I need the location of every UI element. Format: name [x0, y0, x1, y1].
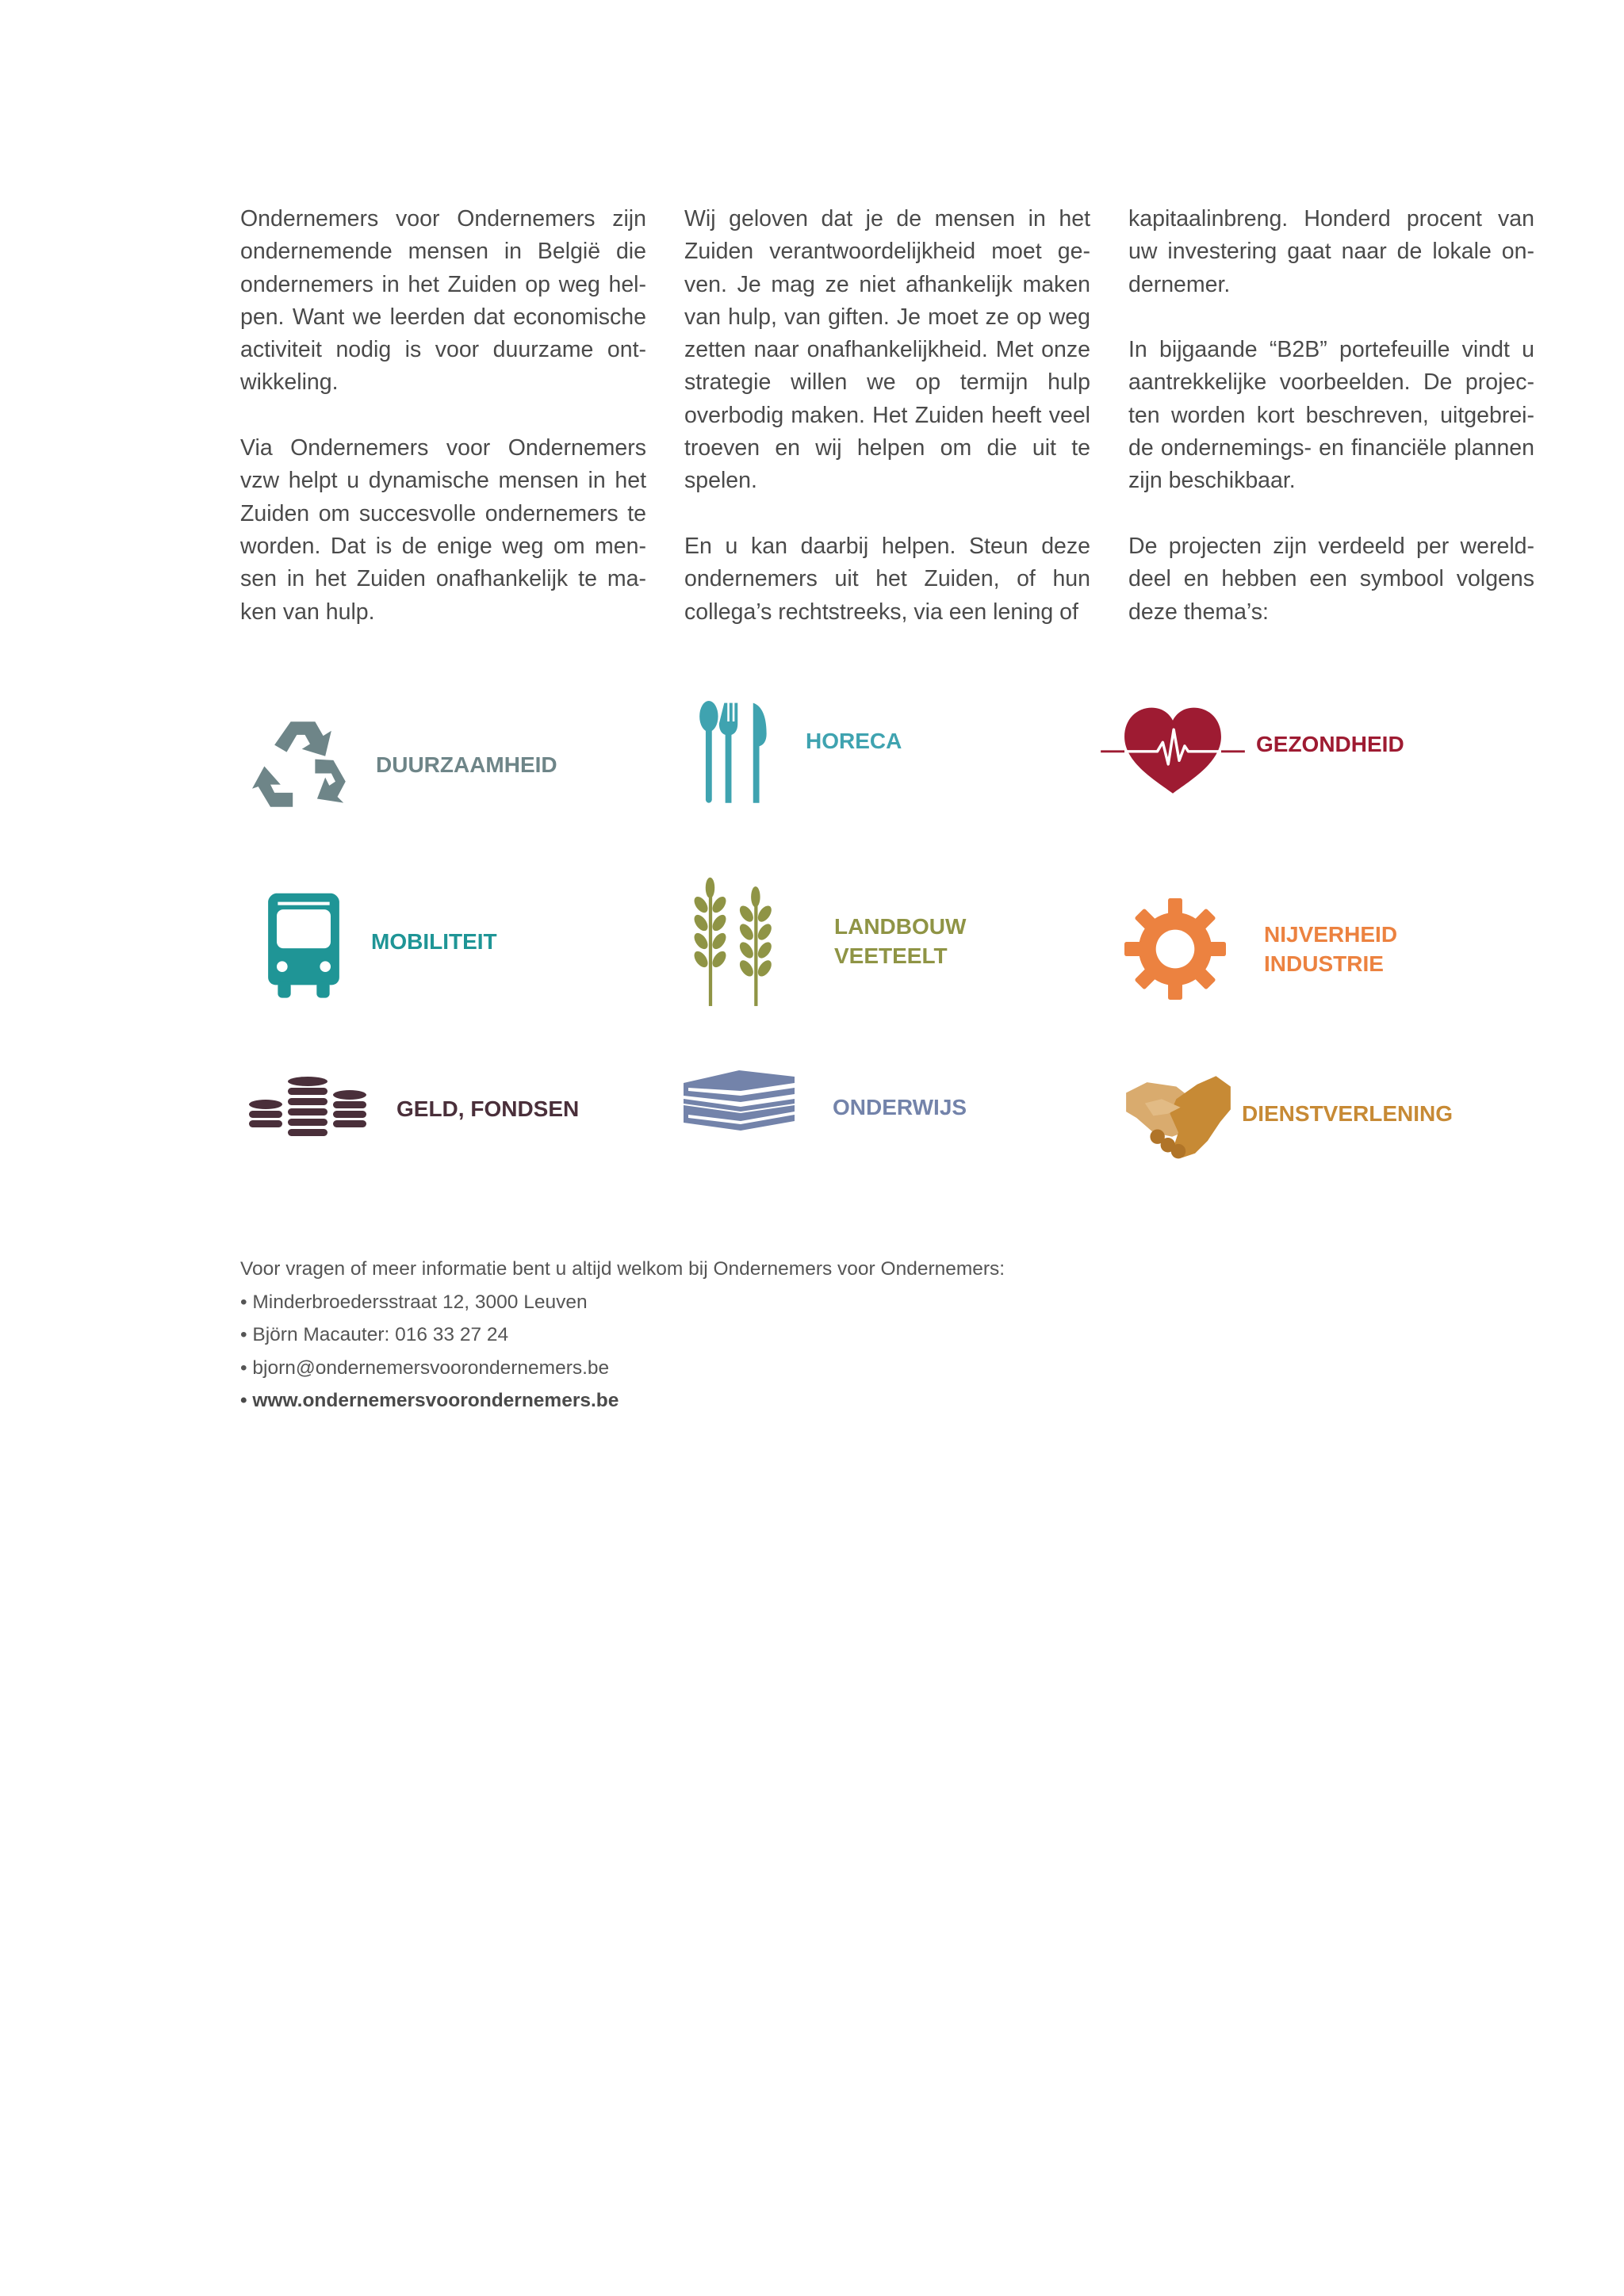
wheat-icon	[687, 875, 780, 1007]
paragraph: kapitaalinbreng. Honderd procent van uw investering gaat naar de lokale on-dernemer.	[1128, 206, 1534, 297]
contact-phone: • Björn Macauter: 016 33 27 24	[240, 1324, 509, 1345]
theme-horeca	[696, 701, 902, 804]
theme-label: ONDERWIJS	[833, 1094, 967, 1119]
theme-landbouw-veeteelt	[687, 875, 966, 1007]
contact-address: • Minderbroedersstraat 12, 3000 Leuven	[240, 1291, 588, 1313]
contact-intro: Voor vragen of meer informatie bent u altijd welkom bij Ondernemers voor Ondernemers:	[240, 1258, 1005, 1280]
theme-label: HORECA	[806, 728, 902, 753]
paragraph: En u kan daarbij helpen. Steun deze ondernemers uit het Zuiden, of hun collega’s rechtstreeks, via een lening of	[684, 533, 1090, 625]
cutlery-icon	[696, 701, 774, 804]
books-icon	[684, 1070, 795, 1143]
theme-label-line1: NIJVERHEID	[1264, 922, 1398, 947]
theme-dienstverlening	[1126, 1072, 1453, 1161]
theme-geld-fondsen	[249, 1077, 579, 1140]
theme-gezondheid	[1101, 704, 1404, 795]
paragraph: Wij geloven dat je de mensen in het Zuiden verantwoordelijkheid moet ge-ven. Je mag ze niet afhankelijk maken van hulp, van giften. Je moet ze op weg zetten naar onafhankelijkheid. Met onze strategie willen we op termijn hulp overbodig maken. Het Zuiden heeft veel troeven en wij helpen om die uit te spelen.	[684, 206, 1090, 494]
paragraph: De projecten zijn verdeeld per wereld-deel en hebben een symbool volgens deze thema’s:	[1128, 533, 1534, 625]
theme-label-line2: INDUSTRIE	[1264, 951, 1384, 976]
contact-info	[240, 1253, 1005, 1418]
theme-label: MOBILITEIT	[371, 928, 497, 954]
contact-email[interactable]: • bjorn@ondernemersvoorondernemers.be	[240, 1357, 610, 1379]
heartbeat-icon	[1101, 704, 1245, 795]
text-column-2	[684, 203, 1090, 661]
paragraph: In bijgaande “B2B” portefeuille vindt u aantrekkelijke voorbeelden. De projec-ten worden kort beschreven, uitgebrei-de ondernemings- en financiële plannen zijn beschikbaar.	[1128, 337, 1534, 494]
gear-icon	[1124, 898, 1226, 1000]
contact-website[interactable]: • www.ondernemersvoorondernemers.be	[240, 1390, 619, 1411]
theme-onderwijs	[684, 1070, 967, 1143]
theme-nijverheid-industrie	[1124, 898, 1397, 1000]
theme-label	[834, 912, 966, 970]
theme-mobiliteit	[268, 891, 497, 999]
theme-duurzaamheid	[252, 714, 557, 815]
theme-label: GELD, FONDSEN	[396, 1096, 580, 1121]
theme-label: DIENSTVERLENING	[1242, 1100, 1454, 1126]
coins-icon	[249, 1077, 366, 1140]
recycle-icon	[252, 714, 354, 815]
theme-label-line1: LANDBOUW	[834, 914, 967, 939]
text-column-3	[1128, 203, 1534, 661]
theme-label	[1264, 920, 1397, 978]
text-column-1	[240, 203, 646, 661]
theme-label-line2: VEETEELT	[834, 943, 948, 968]
paragraph: Ondernemers voor Ondernemers zijn ondernemende mensen in België die ondernemers in het Zuiden op weg hel-pen. Want we leerden dat economische activiteit nodig is voor duurzame ont-wikkeling.	[240, 206, 646, 396]
handshake-icon	[1126, 1072, 1231, 1161]
paragraph: Via Ondernemers voor Ondernemers vzw helpt u dynamische mensen in het Zuiden om succesvolle ondernemers te worden. Dat is de enige weg om men-sen in het Zuiden onafhankelijk te ma-ken van hulp.	[240, 435, 646, 625]
theme-label: GEZONDHEID	[1256, 732, 1404, 756]
theme-label: DUURZAAMHEID	[376, 752, 557, 777]
bus-icon	[268, 891, 339, 999]
